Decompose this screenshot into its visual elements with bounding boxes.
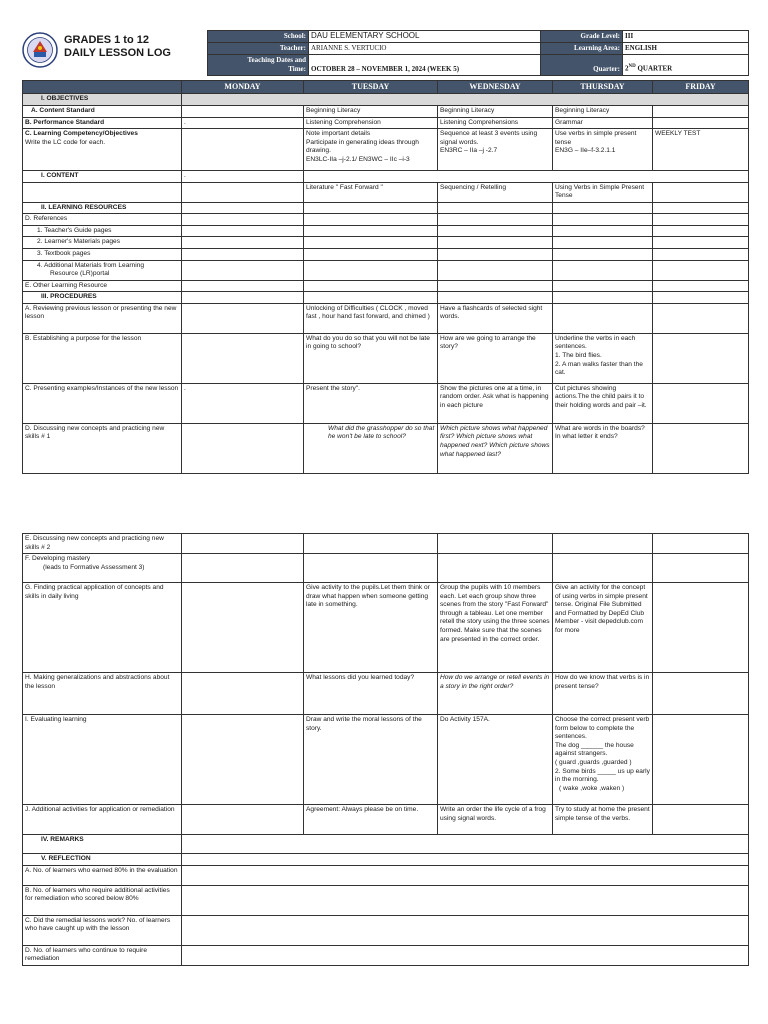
- lr-tue: [304, 202, 438, 214]
- additional-materials-line1: 4. Additional Materials from Learning: [37, 261, 145, 269]
- lm-thu: [553, 237, 653, 249]
- fri-application: [653, 583, 749, 673]
- reviewing-lesson-label: A. Reviewing previous lesson or presenting the new lesson: [23, 303, 182, 333]
- wed-competency-code: EN3RC – IIa –j -2.7: [440, 147, 498, 155]
- thu-mastery: [553, 554, 653, 583]
- lr-mon: [182, 202, 304, 214]
- tb-thu: [553, 249, 653, 261]
- olr-fri: [653, 280, 749, 292]
- generalizations-label: H. Making generalizations and abstractions about the lesson: [23, 673, 182, 715]
- other-learning-resource-label: E. Other Learning Resource: [23, 280, 182, 292]
- remedial-lessons-label: C. Did the remedial lessons work? No. of learners who have caught up with the lesson: [23, 915, 182, 945]
- wed-competency-line1: Sequence at least 3 events using signal words.: [440, 130, 538, 146]
- thu-generalizations: How do we know that verbs is in present tense?: [553, 673, 653, 715]
- learning-competency-note: Write the LC code for each.: [25, 138, 106, 146]
- thu-application: Give an activity for the concept of using verbs in simple present tense. Original File Submitted and Formatted by DepEd Club Member - visit depedclub.com for more: [553, 583, 653, 673]
- ref-fri: [653, 214, 749, 226]
- thu-purpose-line2: 1. The bird flies.: [555, 351, 602, 359]
- fri-competency: WEEKLY TEST: [653, 129, 749, 171]
- tue-discussing-2: [304, 534, 438, 554]
- mon-evaluating: [182, 715, 304, 805]
- thu-competency-code: EN3G – IIe–f-3.2.1.1: [555, 147, 616, 155]
- remedial-lessons-cell: [182, 915, 749, 945]
- lm-wed: [438, 237, 553, 249]
- school-value: DAU ELEMENTARY SCHOOL: [309, 31, 541, 43]
- mon-discussing-1: [182, 423, 304, 473]
- fri-mastery: [653, 554, 749, 583]
- lr-thu: [553, 202, 653, 214]
- tue-evaluating: Draw and write the moral lessons of the story.: [304, 715, 438, 805]
- learners-materials-label: 2. Learner's Materials pages: [23, 237, 182, 249]
- discussing-concepts-1-label: D. Discussing new concepts and practicing new skills # 1: [23, 423, 182, 473]
- tue-competency: [304, 129, 438, 171]
- mon-presenting: .: [182, 383, 304, 423]
- evaluating-learning-label: I. Evaluating learning: [23, 715, 182, 805]
- learning-area-label: Learning Area:: [541, 43, 623, 55]
- presenting-examples-label: C. Presenting examples/Instances of the new lesson: [23, 383, 182, 423]
- continue-remediation-cell: [182, 945, 749, 965]
- thu-purpose-line1: Underline the verbs in each sentences.: [555, 334, 636, 351]
- tg-tue: [304, 225, 438, 237]
- mon-reviewing: [182, 303, 304, 333]
- mon-content: [182, 182, 304, 202]
- lr-fri: [653, 202, 749, 214]
- lesson-log-table-part1: [22, 80, 749, 474]
- developing-mastery-line1: F. Developing mastery: [25, 555, 91, 563]
- tue-content: Literature " Fast Forward ": [304, 182, 438, 202]
- mon-generalizations: [182, 673, 304, 715]
- thu-reviewing: [553, 303, 653, 333]
- additional-activities-label: J. Additional activities for application or remediation: [23, 805, 182, 835]
- doc-title-line2: DAILY LESSON LOG: [64, 47, 171, 59]
- day-header-tuesday: TUESDAY: [304, 81, 438, 94]
- textbook-pages-label: 3. Textbook pages: [23, 249, 182, 261]
- tg-fri: [653, 225, 749, 237]
- thu-evaluating-choices1: ( guard ,guards ,guarded ): [555, 758, 632, 766]
- learning-competency-label: [23, 129, 182, 171]
- tb-wed: [438, 249, 553, 261]
- fri-content: [653, 182, 749, 202]
- objectives-band: [182, 94, 749, 106]
- quarter-value: [623, 55, 749, 76]
- tue-competency-line2: Participate in generating ideas through drawing.: [306, 138, 419, 155]
- fri-purpose: [653, 333, 749, 383]
- learners-remediation-cell: [182, 885, 749, 915]
- olr-tue: [304, 280, 438, 292]
- teaching-dates-label: [208, 55, 309, 76]
- learners-80-label: A. No. of learners who earned 80% in the evaluation: [23, 865, 182, 885]
- wed-content-standard: Beginning Literacy: [438, 105, 553, 117]
- wed-discussing-2: [438, 534, 553, 554]
- tb-mon: [182, 249, 304, 261]
- developing-mastery-label: [23, 554, 182, 583]
- wed-generalizations: How do we arrange or retell events in a story in the right order?: [438, 673, 553, 715]
- ref-thu: [553, 214, 653, 226]
- learners-80-cell: [182, 865, 749, 885]
- proc-mon: [182, 292, 304, 304]
- mon-mastery: [182, 554, 304, 583]
- thu-discussing-2: [553, 534, 653, 554]
- mon-purpose: [182, 333, 304, 383]
- remarks-heading: IV. REMARKS: [23, 835, 182, 854]
- ref-wed: [438, 214, 553, 226]
- lm-tue: [304, 237, 438, 249]
- additional-materials-line2: Resource (LR)portal: [50, 270, 110, 278]
- am-tue: [304, 260, 438, 280]
- tue-additional: Agreement: Always please be on time.: [304, 805, 438, 835]
- teacher-value: ARIANNE S. VERTUCIO: [309, 43, 541, 55]
- tg-mon: [182, 225, 304, 237]
- wed-presenting: Show the pictures one at a time, in random order. Ask what is happening in each picture: [438, 383, 553, 423]
- tue-purpose: What do you do so that you will not be late in going to school?: [304, 333, 438, 383]
- fri-content-standard: [653, 105, 749, 117]
- am-thu: [553, 260, 653, 280]
- day-header-wednesday: WEDNESDAY: [438, 81, 553, 94]
- mon-content-standard: [182, 105, 304, 117]
- reflection-heading: V. REFLECTION: [23, 854, 182, 866]
- lr-wed: [438, 202, 553, 214]
- tue-performance-standard: Listening Comprehension: [304, 117, 438, 129]
- lm-fri: [653, 237, 749, 249]
- proc-tue: [304, 292, 438, 304]
- wed-performance-standard: Listening Comprehensions: [438, 117, 553, 129]
- tue-mastery: [304, 554, 438, 583]
- thu-content-standard: Beginning Literacy: [553, 105, 653, 117]
- fri-evaluating: [653, 715, 749, 805]
- olr-mon: [182, 280, 304, 292]
- wed-discussing-1: Which picture shows what happened first? Which picture shows what happened next? Which picture shows what happened last?: [438, 423, 553, 473]
- wed-reviewing: Have a flashcards of selected sight words.: [438, 303, 553, 333]
- quarter-label: Quarter:: [541, 55, 623, 76]
- olr-thu: [553, 280, 653, 292]
- grade-level-label: Grade Level:: [541, 31, 623, 43]
- wed-mastery: [438, 554, 553, 583]
- fri-discussing-1: [653, 423, 749, 473]
- developing-mastery-line2: (leads to Formative Assessment 3): [43, 563, 145, 571]
- thu-competency: [553, 129, 653, 171]
- fri-presenting: [653, 383, 749, 423]
- tue-competency-line1: Note important details: [306, 130, 371, 138]
- content-standard-label: A. Content Standard: [23, 105, 182, 117]
- tue-competency-code: EN3LC-IIa –j-2.1/ EN3WC – IIc –i-3: [306, 155, 410, 163]
- ref-tue: [304, 214, 438, 226]
- corner-cell: [23, 81, 182, 94]
- lesson-log-table-part2: [22, 533, 749, 966]
- teaching-dates-value: OCTOBER 28 – NOVEMBER 1, 2024 (WEEK 5): [309, 55, 541, 76]
- doc-title-line1: GRADES 1 to 12: [64, 34, 149, 46]
- references-label: D. References: [23, 214, 182, 226]
- wed-content: Sequencing / Retelling: [438, 182, 553, 202]
- proc-fri: [653, 292, 749, 304]
- practical-application-label: G. Finding practical application of concepts and skills in daily living: [23, 583, 182, 673]
- tue-content-standard: Beginning Literacy: [304, 105, 438, 117]
- deped-seal: [22, 32, 58, 68]
- thu-evaluating-item2: 2. Some birds _____ us up early in the morning.: [555, 767, 650, 784]
- tue-generalizations: What lessons did you learned today?: [304, 673, 438, 715]
- thu-performance-standard: Grammar: [553, 117, 653, 129]
- objectives-heading: I. OBJECTIVES: [23, 94, 182, 106]
- tb-fri: [653, 249, 749, 261]
- school-label: School:: [208, 31, 309, 43]
- additional-materials-label: [23, 260, 182, 280]
- header-info-table: [207, 30, 749, 76]
- day-header-friday: FRIDAY: [653, 81, 749, 94]
- continue-remediation-label: D. No. of learners who continue to require remediation: [23, 945, 182, 965]
- discussing-concepts-2-label: E. Discussing new concepts and practicing new skills # 2: [23, 534, 182, 554]
- tue-application: Give activity to the pupils.Let them think or draw what happen when someone getting late in something.: [304, 583, 438, 673]
- grade-level-value: III: [623, 31, 749, 43]
- quarter-text: QUARTER: [635, 64, 673, 73]
- learning-resources-heading: II. LEARNING RESOURCES: [23, 202, 182, 214]
- reflection-cell: [182, 854, 749, 866]
- mon-competency: [182, 129, 304, 171]
- lm-mon: [182, 237, 304, 249]
- tue-presenting: Present the story".: [304, 383, 438, 423]
- quarter-number: 2: [625, 64, 629, 73]
- wed-purpose: How are we going to arrange the story?: [438, 333, 553, 383]
- performance-standard-label: B. Performance Standard: [23, 117, 182, 129]
- olr-wed: [438, 280, 553, 292]
- teaching-dates-label-line1: Teaching Dates and: [247, 56, 306, 65]
- mon-application: [182, 583, 304, 673]
- tg-thu: [553, 225, 653, 237]
- establishing-purpose-label: B. Establishing a purpose for the lesson: [23, 333, 182, 383]
- fri-additional: [653, 805, 749, 835]
- thu-purpose: [553, 333, 653, 383]
- am-mon: [182, 260, 304, 280]
- proc-wed: [438, 292, 553, 304]
- thu-evaluating-instructions: Choose the correct present verb form below to complete the sentences.: [555, 716, 650, 741]
- wed-application: Group the pupils with 10 members each. Let each group show three scenes from the story "Fast Forward" through a tableau. Let one member retell the story using the three scenes formed. Make sure that the scenes are presented in the correct order.: [438, 583, 553, 673]
- fri-generalizations: [653, 673, 749, 715]
- tb-tue: [304, 249, 438, 261]
- thu-evaluating-item1: The dog ______ the house against strangers.: [555, 741, 634, 758]
- procedures-heading: III. PROCEDURES: [23, 292, 182, 304]
- am-fri: [653, 260, 749, 280]
- wed-additional: Write an order the life cycle of a frog using signal words.: [438, 805, 553, 835]
- thu-competency-line1: Use verbs in simple present tense: [555, 130, 637, 146]
- teaching-dates-label-line2: Time:: [288, 64, 306, 73]
- teachers-guide-label: 1. Teacher's Guide pages: [23, 225, 182, 237]
- thu-evaluating-choices2: ( wake ,woke ,waken ): [559, 784, 625, 792]
- learning-area-value: ENGLISH: [623, 43, 749, 55]
- tue-reviewing: Unlocking of Difficulties ( CLOCK , moved fast , hour hand fast forward, and chimed ): [304, 303, 438, 333]
- ref-mon: [182, 214, 304, 226]
- proc-thu: [553, 292, 653, 304]
- mon-performance-standard: .: [182, 117, 304, 129]
- content-blank: [23, 182, 182, 202]
- wed-evaluating: Do Activity 157A.: [438, 715, 553, 805]
- mon-additional: [182, 805, 304, 835]
- mon-discussing-2: [182, 534, 304, 554]
- am-wed: [438, 260, 553, 280]
- mon-content-dot: .: [182, 171, 304, 183]
- thu-presenting: Cut pictures showing actions.The the child pairs it to their holding words and pair –it.: [553, 383, 653, 423]
- quarter-suffix: ND: [628, 64, 636, 70]
- remarks-cell: [182, 835, 749, 854]
- thu-purpose-line3: 2. A man walks faster than the cat.: [555, 360, 643, 377]
- thu-discussing-1: What are words in the boards? In what letter it ends?: [553, 423, 653, 473]
- content-heading: I. CONTENT: [23, 171, 182, 183]
- content-band: [304, 171, 749, 183]
- thu-evaluating: [553, 715, 653, 805]
- learners-remediation-label: B. No. of learners who require additional activities for remediation who scored below 80%: [23, 885, 182, 915]
- learning-competency-title: C. Learning Competency/Objectives: [25, 130, 138, 138]
- tg-wed: [438, 225, 553, 237]
- fri-performance-standard: [653, 117, 749, 129]
- fri-reviewing: [653, 303, 749, 333]
- thu-content: Using Verbs in Simple Present Tense: [553, 182, 653, 202]
- day-header-monday: MONDAY: [182, 81, 304, 94]
- tue-discussing-1: What did the grasshopper do so that he won't be late to school?: [304, 423, 438, 473]
- fri-discussing-2: [653, 534, 749, 554]
- thu-additional: Try to study at home the present simple tense of the verbs.: [553, 805, 653, 835]
- wed-competency: [438, 129, 553, 171]
- day-header-thursday: THURSDAY: [553, 81, 653, 94]
- teacher-label: Teacher:: [208, 43, 309, 55]
